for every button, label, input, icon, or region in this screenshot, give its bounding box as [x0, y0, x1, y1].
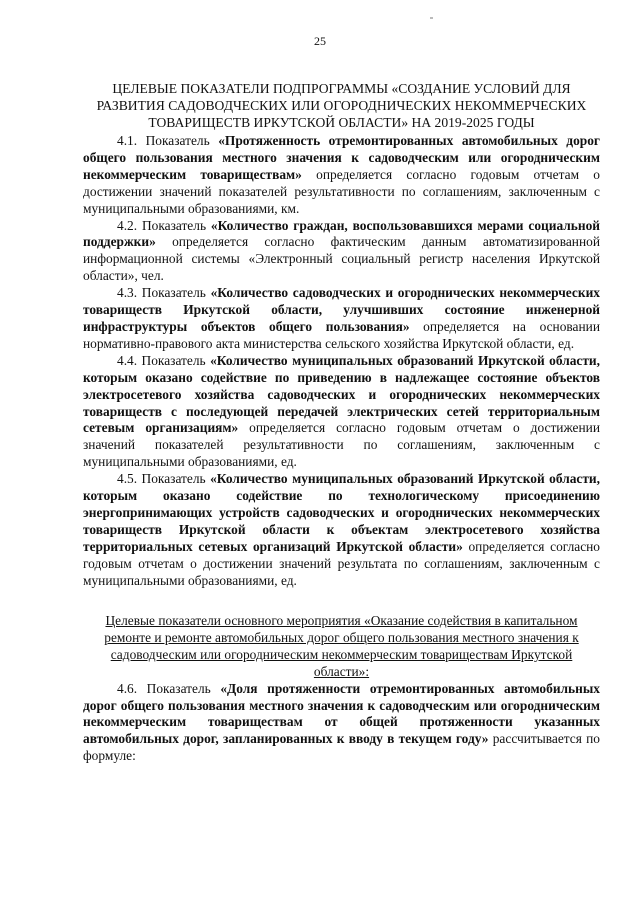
indicator-name: «Количество муниципальных образований Иркутской области, которым оказано содействие по технологическому присоединению энергопринимающих устройств садоводческих и огороднических некоммерческих товариществ Иркутской области к объектам электросетевого хозяйства территориальных сетевых организаций Иркутской области»: [83, 471, 600, 554]
scan-artifact: [430, 17, 433, 19]
paragraph-4-4: [83, 353, 600, 471]
paragraph-text: определяется на основании нормативно-правового акта министерства сельского хозяйства Иркутской области, ед.: [83, 318, 600, 351]
document-body: [83, 80, 600, 765]
paragraph-text: определяется согласно фактическим данным автоматизированной информационной системы «Электронный социальный регистр населения Иркутской области», чел.: [83, 234, 600, 284]
paragraph-text: определяется согласно годовым отчетам о достижении значений показателей результативности по соглашениям, заключенным с муниципальными образованиями, ед.: [83, 420, 600, 470]
indicator-name: «Протяженность отремонтированных автомобильных дорог общего пользования местного значения к садоводческим или огородническим некоммерческим товариществам»: [83, 133, 600, 182]
indicator-name: «Доля протяженности отремонтированных автомобильных дорог общего пользования местного значения к садоводческим или огородническим некоммерческим товариществам от общей протяженности указанных автомобильных дорог, запланированных к вводу в текущем году»: [83, 680, 600, 747]
paragraph-4-5: [83, 471, 600, 589]
indicator-name: «Количество садоводческих и огороднических некоммерческих товариществ Иркутской области, улучшивших состояние инженерной инфраструктуры объектов общего пользования»: [83, 285, 600, 334]
paragraph-text: определяется согласно годовым отчетам о достижении значений показателей результативности по соглашениям, заключенным с муниципальными образованиями, км.: [83, 166, 600, 216]
paragraph-lead: 4.6. Показатель: [117, 680, 221, 696]
page-number: 25: [314, 34, 326, 48]
activity-subheading: Целевые показатели основного мероприятия «Оказание содействия в капитальном ремонте и ремонте автомобильных дорог общего пользования местного значения к садоводческим или огородническим некоммерческим товариществам Иркутской области»:: [104, 613, 579, 679]
paragraph-text: определяется согласно годовым отчетам о достижении значений результата по соглашениям, заключенным с муниципальными образованиями, ед.: [83, 538, 601, 588]
paragraph-lead: 4.2. Показатель: [117, 217, 211, 233]
paragraph-lead: 4.5. Показатель: [117, 471, 211, 487]
paragraph-4-3: [83, 285, 600, 353]
indicator-name: «Количество муниципальных образований Иркутской области, которым оказано содействие по приведению в надлежащее состояние объектов электросетевого хозяйства садоводческих и огороднических некоммерческих товариществ с последующей передачей электрических сетей территориальным сетевым организациям»: [83, 352, 600, 436]
paragraph-4-2: [83, 218, 600, 286]
paragraph-4-1: [83, 133, 600, 218]
indicator-name: «Количество граждан, воспользовавшихся мерами социальной поддержки»: [83, 217, 600, 250]
paragraph-lead: 4.4. Показатель: [117, 352, 211, 368]
paragraph-lead: 4.3. Показатель: [117, 285, 211, 301]
section-title: ЦЕЛЕВЫЕ ПОКАЗАТЕЛИ ПОДПРОГРАММЫ «СОЗДАНИЕ УСЛОВИЙ ДЛЯ РАЗВИТИЯ САДОВОДЧЕСКИХ ИЛИ ОГОРОДНИЧЕСКИХ НЕКОММЕРЧЕСКИХ ТОВАРИЩЕСТВ ИРКУТСКОЙ ОБЛАСТИ» НА 2019-2025 ГОДЫ: [96, 81, 587, 130]
paragraph-lead: 4.1. Показатель: [117, 133, 219, 148]
paragraph-text: рассчитывается по формуле:: [83, 731, 600, 764]
paragraph-4-6: [83, 681, 600, 766]
